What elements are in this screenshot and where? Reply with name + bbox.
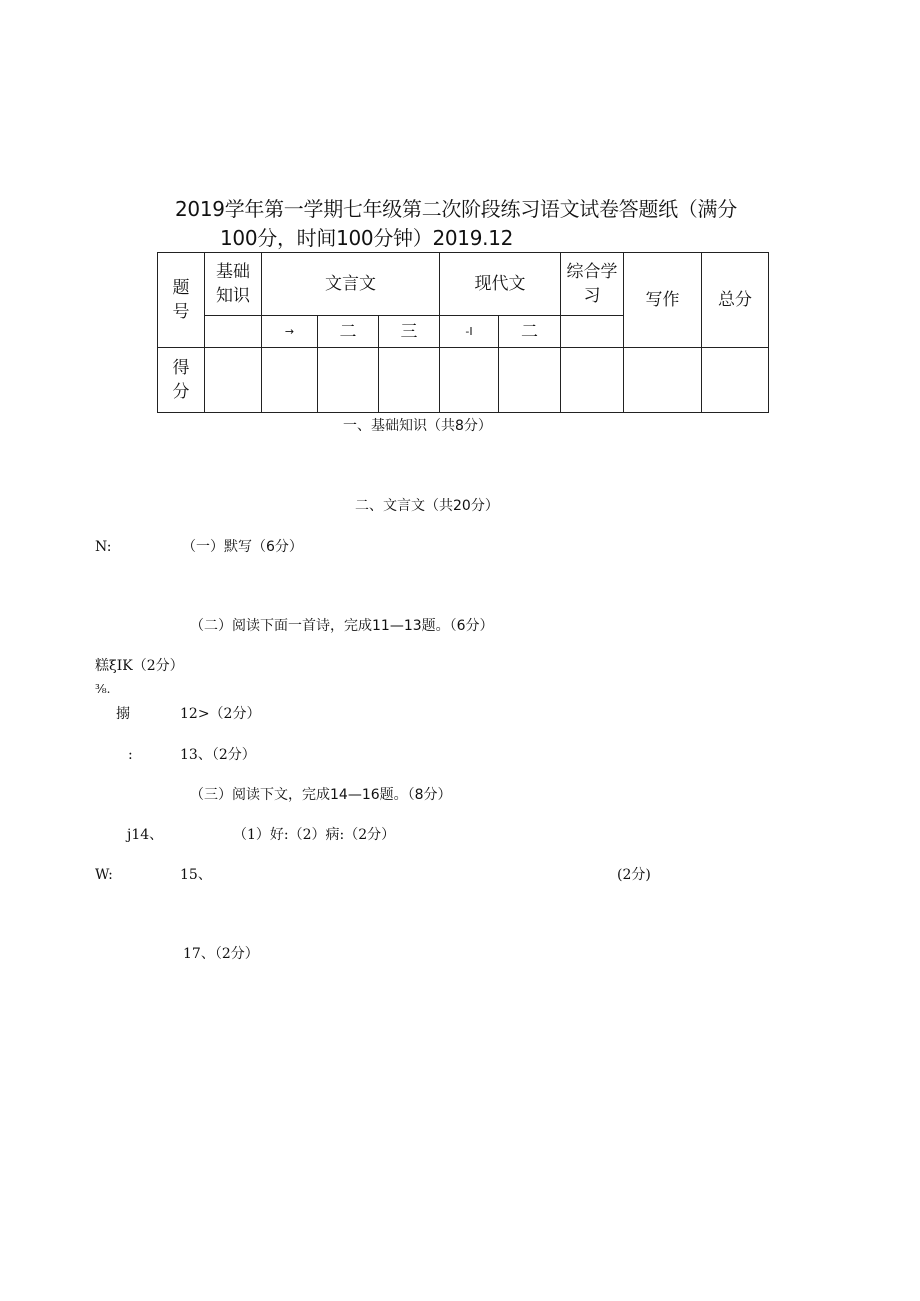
question-15: 15、 xyxy=(180,867,212,883)
header-total: 总分 xyxy=(702,253,769,348)
sub-classical-2: 二 xyxy=(318,316,379,348)
question-13-prefix: : xyxy=(128,747,133,763)
header-basic-knowledge: 基础 知识 xyxy=(205,253,262,316)
margin-mark-n: N: xyxy=(95,539,112,555)
question-12: 12>（2分） xyxy=(180,706,261,722)
score-cell-classical-2[interactable] xyxy=(318,348,379,413)
question-15-score: (2分) xyxy=(617,867,651,883)
score-cell-classical-1[interactable] xyxy=(262,348,318,413)
sub-classical-3: 三 xyxy=(379,316,440,348)
question-14: （1）好:（2）病:（2分） xyxy=(233,827,396,843)
score-cell-comprehensive[interactable] xyxy=(561,348,624,413)
part-poem: （二）阅读下面一首诗，完成11—13题。（6分） xyxy=(190,618,494,634)
margin-mark-w: W: xyxy=(95,867,113,883)
page-title xyxy=(175,195,795,253)
header-writing: 写作 xyxy=(624,253,702,348)
score-cell-classical-3[interactable] xyxy=(379,348,440,413)
score-cell-modern-1[interactable] xyxy=(440,348,499,413)
header-comprehensive: 综合学 习 xyxy=(561,253,624,316)
row-label-score: 得 分 xyxy=(158,348,205,413)
section-classical-chinese: 二、文言文（共20分） xyxy=(355,498,499,514)
title-line-2: 100分，时间100分钟）2019.12 xyxy=(220,226,514,250)
header-modern-text: 现代文 xyxy=(440,253,561,316)
sub-basic-empty xyxy=(205,316,262,348)
question-13: 13、（2分） xyxy=(180,747,256,763)
title-line-1: 2019学年第一学期七年级第二次阶段练习语文试卷答题纸（满分 xyxy=(175,197,737,221)
question-garbled: 糕ξIK（2分） xyxy=(95,658,184,674)
part-dictation: （一）默写（6分） xyxy=(182,539,303,555)
score-cell-total[interactable] xyxy=(702,348,769,413)
sub-comprehensive-empty xyxy=(561,316,624,348)
question-14-prefix: j14、 xyxy=(127,827,164,843)
sub-modern-2: 二 xyxy=(499,316,561,348)
question-17: 17、（2分） xyxy=(183,946,259,962)
header-classical-chinese: 文言文 xyxy=(262,253,440,316)
section-basic-knowledge: 一、基础知识（共8分） xyxy=(343,418,492,434)
sub-modern-1: -I xyxy=(440,316,499,348)
score-cell-writing[interactable] xyxy=(624,348,702,413)
score-table xyxy=(157,252,769,413)
score-cell-basic[interactable] xyxy=(205,348,262,413)
question-12-prefix: 搦 xyxy=(116,706,130,722)
question-fraction-mark: ⅜. xyxy=(95,682,111,696)
sub-classical-1: → xyxy=(262,316,318,348)
score-cell-modern-2[interactable] xyxy=(499,348,561,413)
part-passage: （三）阅读下文，完成14—16题。（8分） xyxy=(190,787,452,803)
row-label-question: 题 号 xyxy=(158,253,205,348)
